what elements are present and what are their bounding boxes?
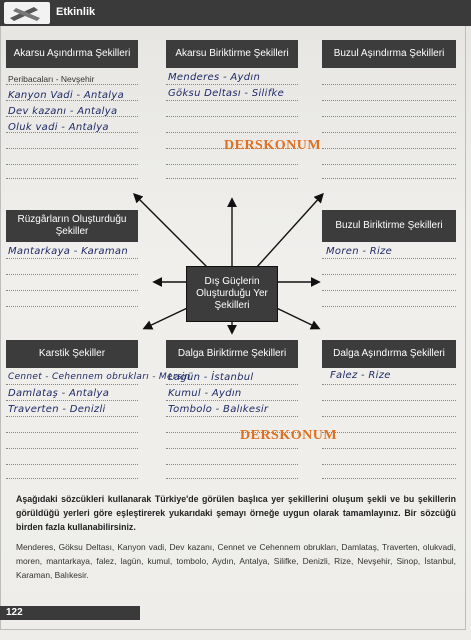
answer-karstik-3: Traverten - Denizli (8, 404, 106, 415)
answer-akarsu-biriktirme-1: Menderes - Aydın (168, 72, 261, 83)
answer-ruzgar-1: Mantarkaya - Karaman (8, 246, 128, 257)
activity-title: Etkinlik (56, 6, 96, 18)
answer-akarsu-asindirma-2: Dev kazanı - Antalya (8, 106, 118, 117)
answer-karstik-1: Cennet - Cehennem obrukları - Mersin (8, 372, 191, 382)
example-answer: Peribacaları - Nevşehir (8, 74, 95, 84)
watermark-1: DERSKONUM (224, 138, 322, 153)
answer-dalga-biriktirme-3: Tombolo - Balıkesir (168, 404, 269, 415)
box-akarsu-asindirma: Akarsu Aşındırma Şekilleri (6, 40, 138, 68)
answer-dalga-biriktirme-1: Lagün - İstanbul (168, 372, 254, 383)
answer-buzul-biriktirme-1: Moren - Rize (326, 246, 393, 257)
answer-akarsu-asindirma-3: Oluk vadi - Antalya (8, 122, 109, 133)
answer-akarsu-biriktirme-2: Göksu Deltası - Silifke (168, 88, 285, 99)
box-dalga-asindirma: Dalga Aşındırma Şekilleri (322, 340, 456, 368)
instructions-text: Aşağıdaki sözcükleri kullanarak Türkiye'de görülen başlıca yer şekillerini oluşum şekli ve bu şekillerin görüldüğü yerleri göre eşleştirerek yukarıdaki şemayı örneğe uygun olarak tamamlayınız. Bir sözcüğü birden fazla kullanabilirsiniz. (16, 494, 456, 532)
box-karstik: Karstik Şekiller (6, 340, 138, 368)
lines-dalga-biriktirme (166, 370, 298, 480)
word-list: Menderes, Göksu Deltası, Kanyon vadi, Dev kazanı, Cennet ve Cehennem obrukları, Damlataş, Traverten, olukvadi, moren, mantarkaya, falez, lagün, kumul, tombolo, Aydın, Antalya, Silifke, Denizli, Rize, Nevşehir, Sinop, İstanbul, Karaman, Balıkesir. (16, 542, 456, 580)
lines-karstik (6, 370, 138, 480)
box-center: Dış Güçlerin Oluşturduğu Yer Şekilleri (186, 266, 278, 322)
lines-akarsu-biriktirme (166, 70, 298, 180)
answer-karstik-2: Damlataş - Antalya (8, 388, 110, 399)
answer-akarsu-asindirma-1: Kanyon Vadi - Antalya (8, 90, 124, 101)
box-buzul-asindirma: Buzul Aşındırma Şekilleri (322, 40, 456, 68)
page-number: 122 (6, 607, 23, 618)
watermark-2: DERSKONUM (240, 428, 338, 443)
lines-dalga-asindirma (322, 370, 456, 480)
box-dalga-biriktirme: Dalga Biriktirme Şekilleri (166, 340, 298, 368)
lines-buzul-asindirma (322, 70, 456, 180)
box-ruzgar: Rüzgârların Oluşturduğu Şekiller (6, 210, 138, 242)
answer-dalga-asindirma-1: Falez - Rize (330, 370, 391, 381)
box-buzul-biriktirme: Buzul Biriktirme Şekilleri (322, 210, 456, 242)
answer-dalga-biriktirme-2: Kumul - Aydın (168, 388, 242, 399)
box-akarsu-biriktirme: Akarsu Biriktirme Şekilleri (166, 40, 298, 68)
